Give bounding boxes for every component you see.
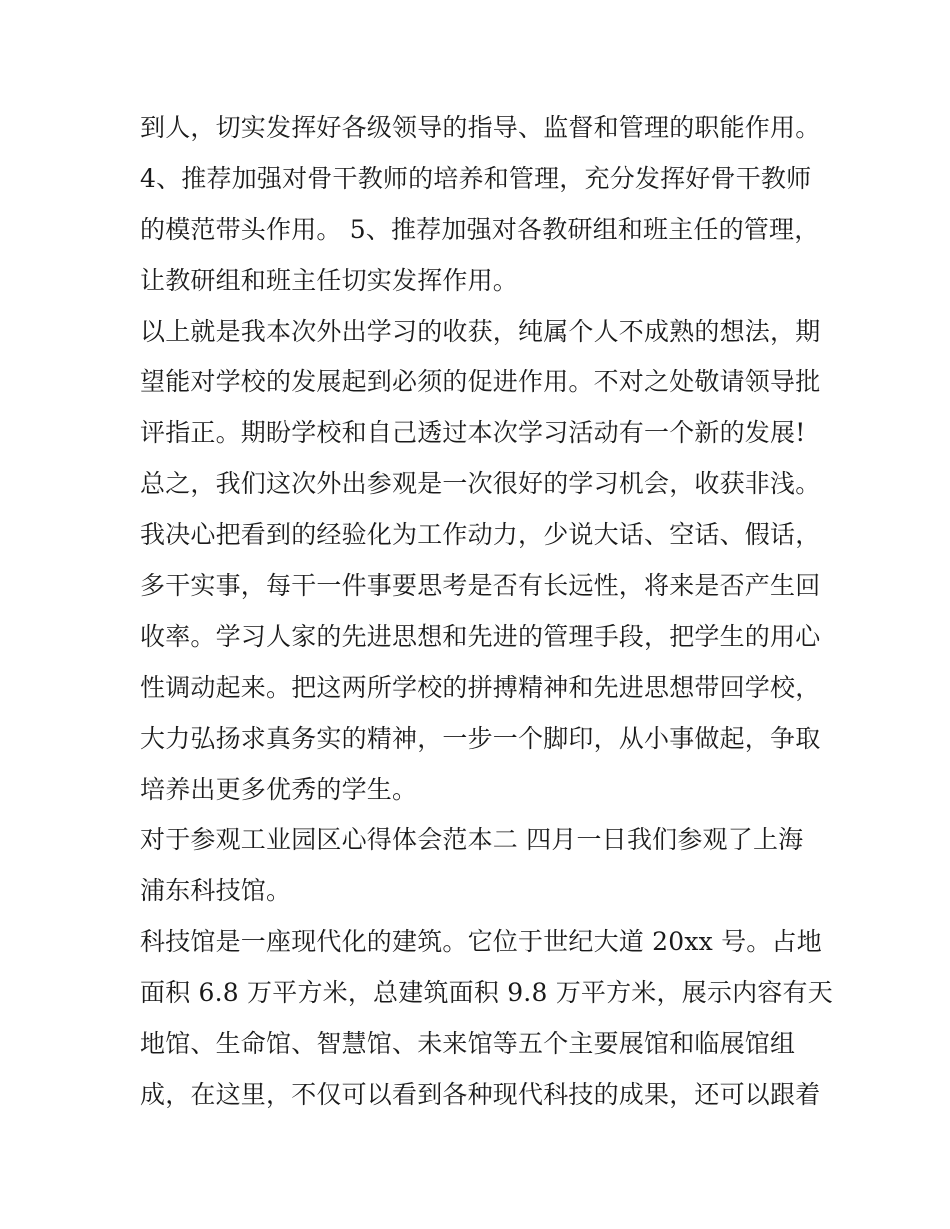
text-line: 让教研组和班主任切实发挥作用。 — [140, 265, 519, 295]
text-line: 总之，我们这次外出参观是一次很好的学习机会，收获非浅。 — [140, 469, 821, 499]
text-line: 我决心把看到的经验化为工作动力，少说大话、空话、假话， — [140, 520, 821, 550]
text-line: 评指正。期盼学校和自己透过本次学习活动有一个新的发展! — [140, 418, 806, 448]
text-line: 收率。学习人家的先进思想和先进的管理手段，把学生的用心 — [140, 621, 821, 651]
text-line: 望能对学校的发展起到必须的促进作用。不对之处敬请领导批 — [140, 367, 821, 397]
document-body — [140, 103, 833, 1121]
text-line: 地馆、生命馆、智慧馆、未来馆等五个主要展馆和临展馆组 — [140, 1029, 796, 1059]
text-line: 4、推荐加强对骨干教师的培养和管理，充分发挥好骨干教师 — [140, 163, 812, 193]
text-line: 性调动起来。把这两所学校的拼搏精神和先进思想带回学校， — [140, 672, 821, 702]
text-line: 的模范带头作用。 5、推荐加强对各教研组和班主任的管理， — [140, 214, 820, 244]
text-line: 大力弘扬求真务实的精神，一步一个脚印，从小事做起，争取 — [140, 723, 821, 753]
text-line: 培养出更多优秀的学生。 — [140, 774, 418, 804]
text-line: 多干实事，每干一件事要思考是否有长远性，将来是否产生回 — [140, 571, 821, 601]
text-line: 面积 6.8 万平方米，总建筑面积 9.8 万平方米，展示内容有天 — [140, 978, 833, 1008]
text-line: 成，在这里，不仅可以看到各种现代科技的成果，还可以跟着 — [140, 1079, 821, 1109]
text-line: 科技馆是一座现代化的建筑。它位于世纪大道 20xx 号。占地 — [140, 927, 822, 957]
text-line: 对于参观工业园区心得体会范本二 四月一日我们参观了上海 — [140, 825, 804, 855]
text-line: 到人，切实发挥好各级领导的指导、监督和管理的职能作用。 — [140, 113, 821, 142]
text-line: 浦东科技馆。 — [140, 876, 292, 906]
text-line: 以上就是我本次外出学习的收获，纯属个人不成熟的想法，期 — [140, 316, 821, 346]
